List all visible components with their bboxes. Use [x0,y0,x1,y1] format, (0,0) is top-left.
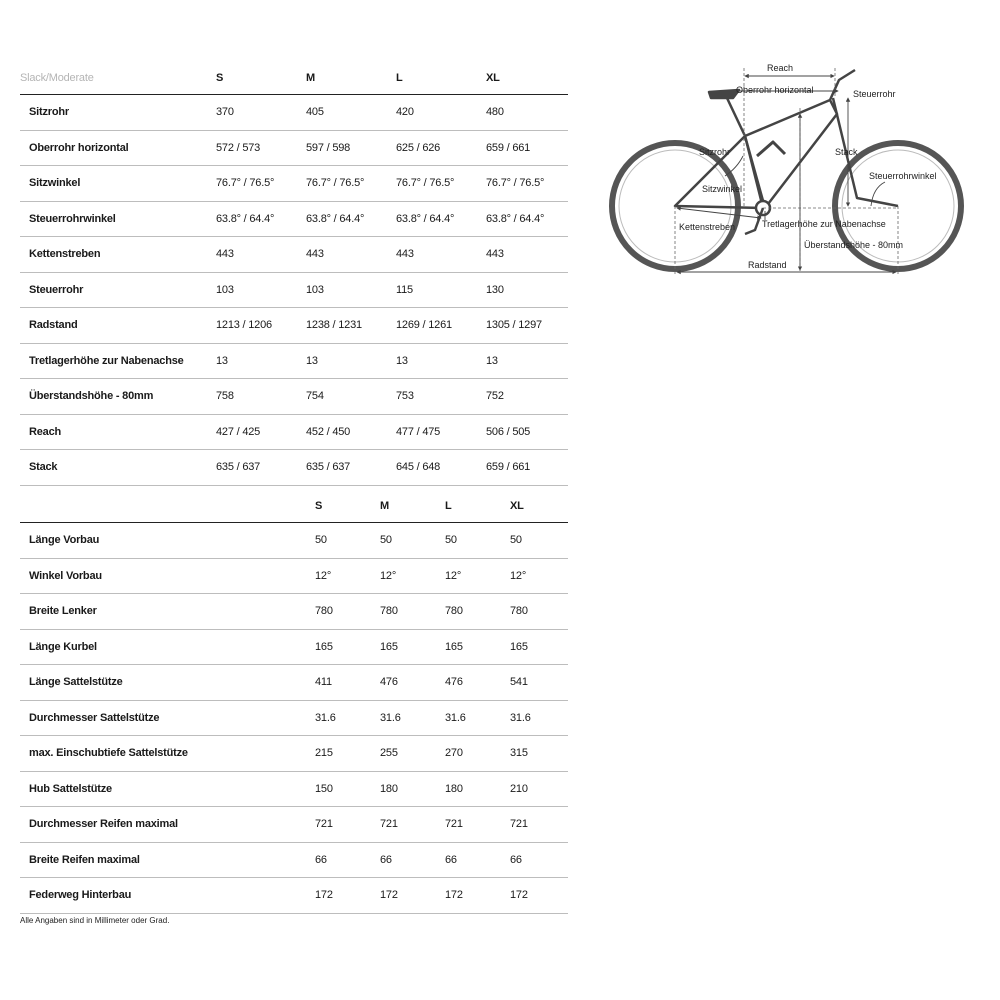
cell-value: 63.8° / 64.4° [396,212,455,225]
cell-value: 13 [486,354,498,367]
cell-value: 721 [510,818,528,831]
cell-value: 165 [445,640,463,653]
cell-value: 50 [445,534,457,547]
cell-value: 76.7° / 76.5° [216,177,275,190]
cell-value: 752 [486,390,504,403]
cell-value: 215 [315,747,333,760]
cell-value: 721 [380,818,398,831]
cell-value: 780 [380,605,398,618]
size-header-xl: XL [510,500,524,512]
table-row [20,131,568,167]
cell-value: 31.6 [510,711,531,724]
cell-value: 541 [510,676,528,689]
label-tretlager: Tretlagerhöhe zur Nabenachse [762,219,886,229]
cell-value: 476 [380,676,398,689]
table-row [20,807,568,843]
table-row [20,665,568,701]
cell-value: 165 [315,640,333,653]
cell-value: 172 [315,889,333,902]
row-label: Oberrohr horizontal [29,141,129,154]
cell-value: 66 [380,853,392,866]
components-table-body [20,523,568,914]
cell-value: 63.8° / 64.4° [486,212,545,225]
size-header-s: S [315,500,323,512]
cell-value: 31.6 [380,711,401,724]
size-header-s: S [216,72,224,84]
cell-value: 370 [216,106,234,119]
table-row [20,273,568,309]
cell-value: 625 / 626 [396,141,441,154]
cell-value: 443 [306,248,324,261]
cell-value: 420 [396,106,414,119]
cell-value: 405 [306,106,324,119]
table-row [20,559,568,595]
label-oberrohr: Oberrohr horizontal [736,85,814,95]
row-label: Reach [29,425,62,438]
cell-value: 1269 / 1261 [396,319,452,332]
cell-value: 115 [396,283,413,296]
cell-value: 165 [380,640,398,653]
cell-value: 427 / 425 [216,425,261,438]
cell-value: 103 [306,283,324,296]
row-label: Länge Kurbel [29,640,97,653]
row-label: Länge Sattelstütze [29,676,123,689]
cell-value: 63.8° / 64.4° [216,212,275,225]
geometry-table-header [20,62,568,95]
cell-value: 13 [216,354,228,367]
cell-value: 76.7° / 76.5° [486,177,545,190]
table-row [20,736,568,772]
table-row [20,379,568,415]
cell-value: 659 / 661 [486,461,531,474]
row-label: Winkel Vorbau [29,569,102,582]
cell-value: 50 [380,534,392,547]
cell-value: 572 / 573 [216,141,261,154]
row-label: Steuerrohr [29,283,84,296]
cell-value: 270 [445,747,463,760]
cell-value: 63.8° / 64.4° [306,212,365,225]
label-steuerrohr: Steuerrohr [853,89,896,99]
row-label: Durchmesser Sattelstütze [29,711,160,724]
cell-value: 66 [445,853,457,866]
table-row [20,878,568,914]
cell-value: 66 [315,853,327,866]
row-label: Länge Vorbau [29,534,100,547]
row-label: Breite Reifen maximal [29,853,140,866]
cell-value: 103 [216,283,234,296]
row-label: Radstand [29,319,78,332]
cell-value: 443 [216,248,234,261]
cell-value: 12° [510,569,527,582]
geometry-table-body [20,95,568,486]
cell-value: 165 [510,640,528,653]
cell-value: 1305 / 1297 [486,319,542,332]
row-label: Durchmesser Reifen maximal [29,818,178,831]
row-label: Sitzrohr [29,106,69,119]
row-label: Stack [29,461,58,474]
table-row [20,415,568,451]
cell-value: 721 [445,818,463,831]
cell-value: 12° [380,569,397,582]
corner-label: Slack/Moderate [20,72,94,84]
table-row [20,237,568,273]
row-label: Breite Lenker [29,605,97,618]
cell-value: 635 / 637 [216,461,261,474]
cell-value: 635 / 637 [306,461,351,474]
cell-value: 476 [445,676,463,689]
cell-value: 597 / 598 [306,141,351,154]
cell-value: 50 [510,534,522,547]
label-radstand: Radstand [748,260,787,270]
footnote: Alle Angaben sind in Millimeter oder Grad. [20,916,170,925]
cell-value: 780 [510,605,528,618]
cell-value: 180 [380,782,398,795]
row-label: Steuerrohrwinkel [29,212,116,225]
geometry-table [20,62,568,486]
cell-value: 315 [510,747,528,760]
cell-value: 13 [396,354,408,367]
table-row [20,202,568,238]
cell-value: 443 [486,248,504,261]
components-table [20,490,568,914]
cell-value: 753 [396,390,414,403]
table-row [20,344,568,380]
cell-value: 754 [306,390,324,403]
row-label: Sitzwinkel [29,177,81,190]
cell-value: 452 / 450 [306,425,351,438]
row-label: Kettenstreben [29,248,101,261]
table-row [20,630,568,666]
label-kettenstreben: Kettenstreben [679,222,736,232]
cell-value: 31.6 [315,711,336,724]
cell-value: 31.6 [445,711,466,724]
cell-value: 130 [486,283,504,296]
size-header-l: L [396,72,403,84]
bike-geometry-diagram [605,58,975,283]
size-header-xl: XL [486,72,500,84]
cell-value: 210 [510,782,528,795]
cell-value: 758 [216,390,234,403]
cell-value: 659 / 661 [486,141,531,154]
cell-value: 411 [315,676,332,689]
row-label: Tretlagerhöhe zur Nabenachse [29,354,184,367]
table-row [20,843,568,879]
table-row [20,701,568,737]
size-header-m: M [380,500,389,512]
table-row [20,450,568,486]
table-row [20,166,568,202]
cell-value: 180 [445,782,463,795]
cell-value: 150 [315,782,333,795]
cell-value: 13 [306,354,318,367]
components-table-header [20,490,568,523]
cell-value: 1238 / 1231 [306,319,362,332]
table-row [20,523,568,559]
label-sitzrohr: Sitzrohr [699,147,731,157]
cell-value: 645 / 648 [396,461,441,474]
cell-value: 506 / 505 [486,425,531,438]
label-reach: Reach [767,63,794,73]
cell-value: 172 [510,889,528,902]
row-label: Federweg Hinterbau [29,889,132,902]
cell-value: 480 [486,106,504,119]
label-stack: Stack [835,147,858,157]
cell-value: 443 [396,248,414,261]
cell-value: 780 [445,605,463,618]
cell-value: 76.7° / 76.5° [306,177,365,190]
cell-value: 76.7° / 76.5° [396,177,455,190]
cell-value: 172 [380,889,398,902]
size-header-m: M [306,72,315,84]
cell-value: 172 [445,889,463,902]
size-header-l: L [445,500,452,512]
row-label: Hub Sattelstütze [29,782,112,795]
cell-value: 721 [315,818,333,831]
cell-value: 1213 / 1206 [216,319,272,332]
cell-value: 255 [380,747,398,760]
cell-value: 12° [445,569,462,582]
cell-value: 50 [315,534,327,547]
cell-value: 780 [315,605,333,618]
table-row [20,308,568,344]
label-sitzwinkel: Sitzwinkel [702,184,743,194]
cell-value: 477 / 475 [396,425,441,438]
table-row [20,594,568,630]
row-label: max. Einschubtiefe Sattelstütze [29,747,188,760]
cell-value: 66 [510,853,522,866]
table-row [20,95,568,131]
row-label: Überstandshöhe - 80mm [29,390,154,403]
cell-value: 12° [315,569,332,582]
label-ueberstand: Überstandshöhe - 80mm [804,240,904,250]
table-row [20,772,568,808]
label-steuerrohrwinkel: Steuerrohrwinkel [869,171,937,181]
